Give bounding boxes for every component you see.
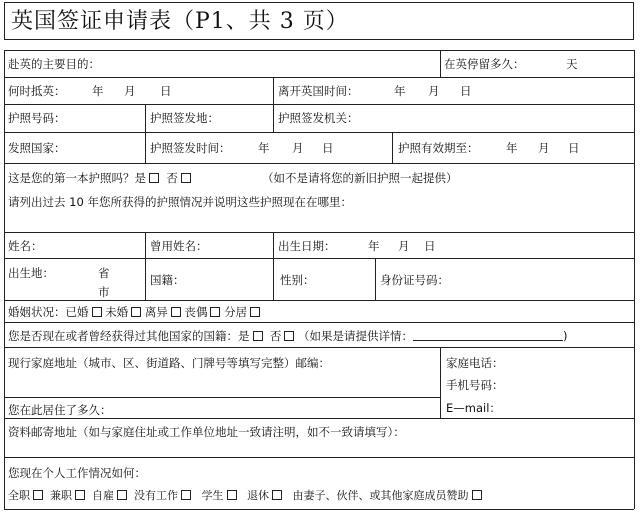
first-passport-yes-label: 这是您的第一本护照吗？是 — [8, 171, 146, 185]
col-divider — [375, 258, 376, 300]
day-label: 日 — [460, 84, 472, 98]
row-divider — [4, 322, 634, 323]
issue-date-label: 护照签发时间： — [150, 141, 231, 155]
other-nationality-row: 您是否现在或者曾经获得过其他国家的国籍：是 否 （如果是请提供详情： ) — [8, 329, 568, 343]
row-divider — [4, 104, 634, 105]
former-name-label: 曾用姓名： — [150, 239, 208, 253]
year-label: 年 — [394, 84, 406, 98]
mobile-label: 手机号码： — [446, 378, 504, 392]
separated-checkbox[interactable] — [250, 307, 260, 317]
marital-status-row — [8, 305, 260, 319]
part-time-checkbox[interactable] — [75, 490, 85, 500]
student-checkbox[interactable] — [227, 490, 237, 500]
month-label: 月 — [428, 84, 440, 98]
full-time-checkbox[interactable] — [33, 490, 43, 500]
row-divider — [4, 347, 634, 348]
passport-number-label: 护照号码： — [8, 111, 66, 125]
col-divider — [440, 50, 441, 77]
unemployed-checkbox[interactable] — [181, 490, 191, 500]
id-number-label: 身份证号码： — [380, 273, 449, 287]
year-label: 年 — [92, 84, 104, 98]
month-label: 月 — [538, 141, 550, 155]
row-divider — [4, 509, 634, 510]
full-time-label: 全职 — [8, 489, 30, 502]
month-label: 月 — [398, 239, 410, 253]
no-label: 否 — [269, 329, 282, 343]
part-time-label: 兼职 — [50, 489, 72, 502]
issue-country-label: 发照国家： — [8, 141, 66, 155]
work-status-label: 您现在个人工作情况如何： — [8, 466, 146, 480]
stay-unit: 天 — [566, 57, 578, 71]
first-passport-note: （如不是请将您的新旧护照一起提供） — [262, 171, 458, 185]
gender-label: 性别： — [280, 273, 315, 287]
purpose-label: 赴英的主要目的： — [8, 57, 100, 71]
widowed-label: 丧偶 — [184, 305, 208, 319]
dob-label: 出生日期： — [278, 239, 336, 253]
border-left — [4, 50, 5, 509]
row-divider — [4, 77, 634, 78]
province-label: 省 — [98, 266, 110, 280]
no-checkbox[interactable] — [181, 173, 191, 183]
day-label: 日 — [568, 141, 580, 155]
day-label: 日 — [160, 84, 172, 98]
sponsored-checkbox[interactable] — [472, 490, 482, 500]
col-divider — [145, 232, 146, 300]
single-label: 未婚 — [105, 305, 129, 319]
row-divider — [4, 397, 440, 398]
married-label: 婚姻状况：已婚 — [8, 305, 89, 319]
nationality-label: 国籍： — [150, 273, 185, 287]
day-label: 日 — [322, 141, 334, 155]
email-label: E—mail： — [446, 401, 501, 415]
past-passports-question: 请列出过去 10 年您所获得的护照情况并说明这些护照现在在哪里： — [8, 195, 352, 209]
border-right — [634, 50, 635, 509]
residence-duration-label: 您在此居住了多久： — [8, 403, 112, 417]
self-employed-checkbox[interactable] — [117, 490, 127, 500]
divorced-checkbox[interactable] — [171, 307, 181, 317]
issue-place-label: 护照签发地： — [150, 111, 219, 125]
col-divider — [273, 104, 274, 132]
year-label: 年 — [506, 141, 518, 155]
other-nationality-question: 您是否现在或者曾经获得过其他国家的国籍：是 — [8, 329, 250, 343]
city-label: 市 — [98, 285, 110, 299]
detail-input[interactable] — [413, 330, 563, 341]
first-passport-question — [8, 171, 191, 185]
married-checkbox[interactable] — [92, 307, 102, 317]
col-divider — [392, 132, 393, 163]
row-divider — [4, 258, 634, 259]
form-title: 英国签证申请表（P1、共 3 页） — [4, 2, 634, 40]
unemployed-label: 没有工作 — [134, 489, 178, 502]
yes-checkbox[interactable] — [253, 331, 263, 341]
row-divider — [4, 232, 634, 233]
row-divider — [4, 132, 634, 133]
col-divider — [440, 347, 441, 418]
divorced-label: 离异 — [144, 305, 168, 319]
expiry-date-label: 护照有效期至： — [398, 141, 479, 155]
no-checkbox[interactable] — [284, 331, 294, 341]
birthplace-label: 出生地： — [8, 266, 54, 280]
single-checkbox[interactable] — [131, 307, 141, 317]
home-address-label: 现行家庭地址（城市、区、街道路、门牌号等填写完整）邮编： — [8, 356, 330, 370]
year-label: 年 — [368, 239, 380, 253]
month-label: 月 — [124, 84, 136, 98]
detail-label: （如果是请提供详情： — [297, 329, 413, 343]
separated-label: 分居 — [224, 305, 248, 319]
row-divider — [4, 163, 634, 164]
col-divider — [273, 232, 274, 300]
month-label: 月 — [292, 141, 304, 155]
col-divider — [145, 104, 146, 163]
row-divider — [4, 50, 634, 51]
no-label: 否 — [166, 171, 178, 185]
row-divider — [4, 457, 634, 458]
col-divider — [273, 77, 274, 104]
work-status-options — [8, 489, 482, 503]
issue-authority-label: 护照签发机关： — [278, 111, 359, 125]
row-divider — [4, 418, 634, 419]
student-label: 学生 — [201, 489, 224, 502]
retired-checkbox[interactable] — [272, 490, 282, 500]
arrival-date-label: 何时抵英： — [8, 84, 66, 98]
day-label: 日 — [424, 239, 436, 253]
widowed-checkbox[interactable] — [210, 307, 220, 317]
home-phone-label: 家庭电话： — [446, 356, 504, 370]
departure-date-label: 离开英国时间： — [278, 84, 359, 98]
mailing-address-label: 资料邮寄地址（如与家庭住址或工作单位地址一致请注明，如不一致请填写）： — [8, 425, 405, 439]
row-divider — [4, 300, 634, 301]
year-label: 年 — [258, 141, 270, 155]
sponsored-label: 由妻子、伙伴、或其他家庭成员赞助 — [292, 489, 469, 502]
self-employed-label: 自雇 — [92, 489, 114, 502]
stay-duration-label: 在英停留多久： — [444, 57, 525, 71]
retired-label: 退休 — [247, 489, 269, 502]
name-label: 姓名： — [8, 239, 43, 253]
yes-checkbox[interactable] — [149, 173, 159, 183]
